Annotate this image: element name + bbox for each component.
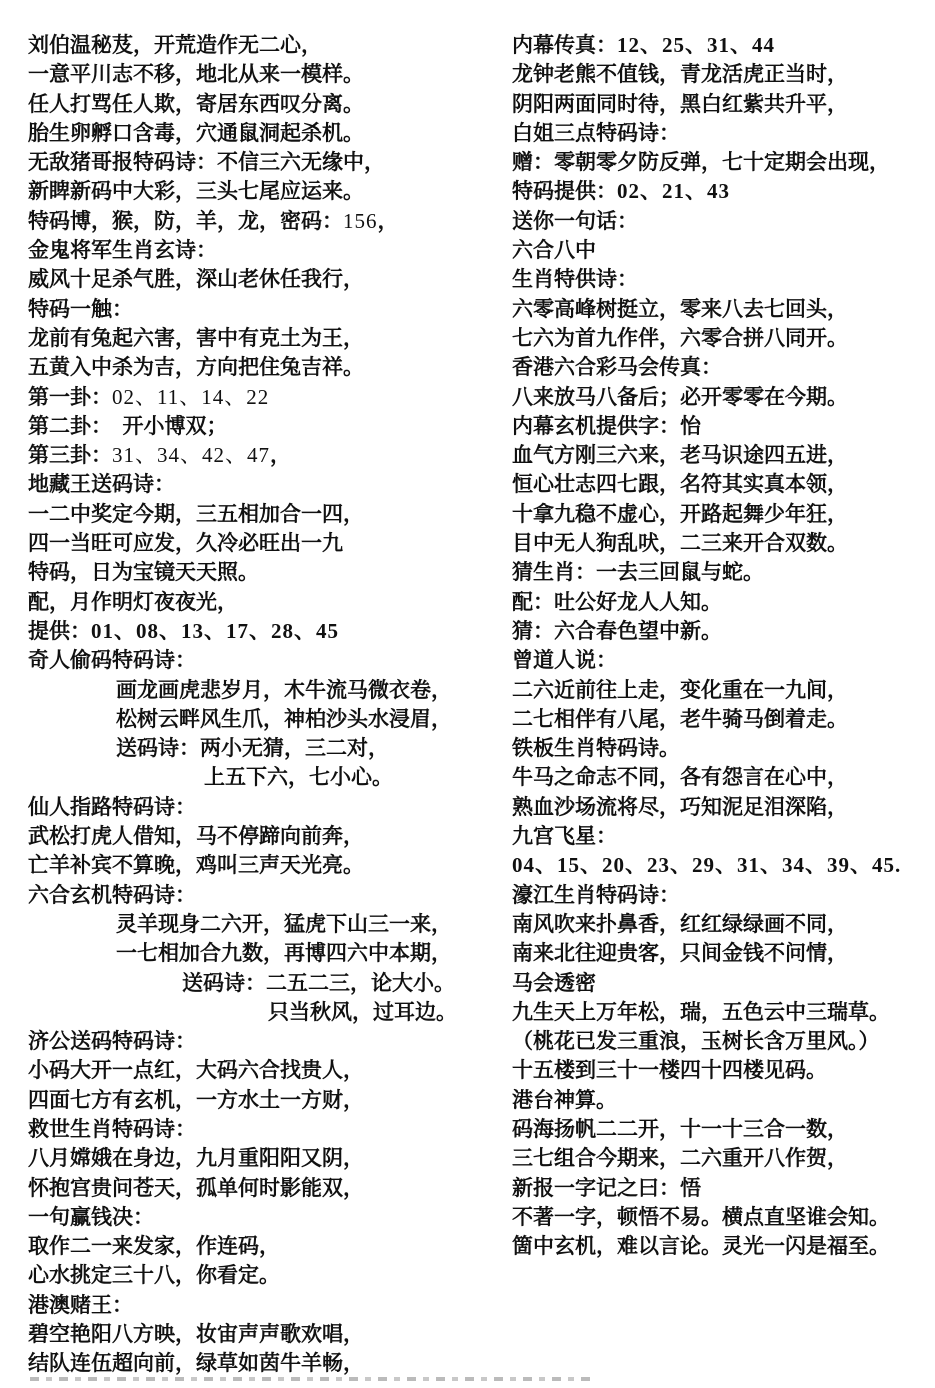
text-line: 任人打骂任人欺，寄居东西叹分离。: [28, 92, 364, 116]
text-line: 地藏王送码诗：: [28, 473, 175, 497]
text-line: 内幕玄机提供字：怡: [512, 414, 701, 438]
text-line: 内幕传真：12、25、31、44: [512, 33, 775, 57]
text-line: 怀抱宫贵问苍天，孤单何时影能双，: [28, 1176, 364, 1200]
number-sequence: 31、34、42、47: [112, 443, 270, 468]
text-line: 生肖特供诗：: [512, 268, 638, 292]
text-line: 港台神算。: [512, 1088, 617, 1112]
text-line: 白姐三点特码诗：: [512, 121, 680, 145]
text-line: 提供：01、08、13、17、28、45: [28, 618, 339, 643]
text-line: 画龙画虎悲岁月，木牛流马微衣卷，: [116, 678, 452, 702]
text-line: 猜：六合春色望中新。: [512, 619, 722, 643]
text-line: 新睥新码中大彩，三头七尾应运来。: [28, 180, 364, 204]
text-line: 四面七方有玄机，一方水土一方财，: [28, 1088, 364, 1112]
text-line: 第二卦： 开小博双；: [28, 414, 228, 438]
text-line: 七六为首九作伴，六零合拼八同开。: [512, 326, 848, 350]
text-line: （桃花已发三重浪，玉树长含万里风。）: [512, 1030, 880, 1054]
text-line: 仙人指路特码诗：: [28, 795, 196, 819]
text-line: 南来北往迎贵客，只间金钱不问情，: [512, 942, 848, 966]
text-line: 码海扬帆二二开，十一十三合一数，: [512, 1117, 848, 1141]
number-sequence: 01、08、13、17、28、45: [91, 618, 339, 643]
text-line: 奇人偷码特码诗：: [28, 649, 196, 673]
text-line: 刘伯温秘芨，开荒造作无二心，: [28, 34, 322, 57]
text-line: 二六近前往上走，变化重在一九间，: [512, 678, 848, 702]
number-sequence: 12、25、31、44: [617, 33, 775, 57]
text-line: 金鬼将军生肖玄诗：: [28, 239, 217, 263]
text-line: 不著一字，顿悟不易。横点直坚谁会知。: [512, 1205, 890, 1229]
text-line: 十五楼到三十一楼四十四楼见码。: [512, 1059, 827, 1083]
text-line: 二七相伴有八尾，老牛骑马倒着走。: [512, 707, 848, 731]
text-line: 五黄入中杀为吉，方向把住兔吉祥。: [28, 356, 364, 380]
text-line: 龙钟老熊不值钱，青龙活虎正当时，: [512, 63, 848, 87]
text-line: 阴阳两面同时待，黑白红紫共升平，: [512, 92, 848, 116]
text-line: 马会透密: [512, 971, 596, 995]
text-line: 龙前有兔起六害，害中有克土为王，: [28, 326, 364, 350]
text-line: 新报一字记之曰：悟: [512, 1176, 701, 1200]
text-line: 一句赢钱决：: [28, 1205, 154, 1229]
number-sequence: 02、21、43: [617, 179, 730, 204]
text-line: 目中无人狗乱吠，二三来开合双数。: [512, 532, 848, 556]
text-line: 亡羊补宾不算晚，鸡叫三声天光亮。: [28, 854, 364, 878]
text-line: 配，月作明灯夜夜光，: [28, 590, 238, 614]
text-line: 恒心壮志四七跟，名符其实真本领，: [512, 473, 848, 497]
text-line: 只当秋风，过耳边。: [268, 1000, 457, 1024]
text-line: 无敌猪哥报特码诗：不信三六无缘中，: [28, 151, 385, 175]
text-line: 配：吐公好龙人人知。: [512, 590, 722, 614]
text-line: 送码诗：两小无猜，三二对，: [116, 737, 389, 761]
clipped-text-line: [30, 1377, 595, 1381]
right-column: [512, 31, 927, 1261]
text-line: 九宫飞星：: [512, 825, 617, 849]
text-line: 灵羊现身二六开，猛虎下山三一来，: [116, 912, 452, 936]
text-line: 取作二一来发家，作连码，: [28, 1235, 280, 1259]
text-line: 结队连伍超向前，绿草如茵牛羊畅，: [28, 1352, 364, 1376]
text-line: 上五下六，七小心。: [204, 766, 393, 790]
text-line: 心水挑定三十八，你看定。: [28, 1264, 280, 1288]
text-line: 六合玄机特码诗：: [28, 883, 196, 907]
text-line: 十拿九稳不虚心，开路起舞少年狂，: [512, 502, 848, 526]
text-line: 四一当旺可应发，久冷必旺出一九: [28, 532, 343, 556]
text-line: [512, 851, 927, 880]
text-line: 济公送码特码诗：: [28, 1030, 196, 1054]
text-line: 救世生肖特码诗：: [28, 1117, 196, 1141]
text-line: 威风十足杀气胜，深山老休任我行，: [28, 268, 364, 292]
left-column: [28, 31, 498, 1379]
text-line: 送你一句话：: [512, 209, 638, 233]
text-line: 熟血沙场流将尽，巧知泥足泪深陷，: [512, 795, 848, 819]
text-line: 武松打虎人借知，马不停蹄向前奔，: [28, 825, 364, 849]
text-line: 赠：零朝零夕防反弹，七十定期会出现，: [512, 151, 890, 175]
number-sequence: 04、15、20、23、29、31、34、39、45.: [512, 853, 902, 878]
text-line: 碧空艳阳八方映，妆宙声声歌欢唱，: [28, 1323, 364, 1347]
text-line: 铁板生肖特码诗。: [512, 737, 680, 761]
text-line: 特码，日为宝镜天天照。: [28, 561, 259, 585]
number-sequence: 02、11、14、22: [112, 384, 270, 409]
text-line: 特码提供：02、21、43: [512, 179, 730, 204]
text-line: 八月嫦娥在身边，九月重阳阳又阴，: [28, 1147, 364, 1171]
text-line: 南风吹来扑鼻香，红红绿绿画不同，: [512, 912, 848, 936]
text-line: 小码大开一点红，大码六合找贵人，: [28, 1059, 364, 1083]
text-line: 六零高峰树挺立，零来八去七回头，: [512, 297, 848, 321]
text-line: 特码一触：: [28, 297, 133, 321]
text-line: 濠江生肖特码诗：: [512, 883, 680, 907]
text-line: 第一卦：02、11、14、22: [28, 384, 270, 409]
text-line: 曾道人说：: [512, 649, 617, 673]
text-line: 三七组合今期来，二六重开八作贺，: [512, 1147, 848, 1171]
text-line: 一意平川志不移，地北从来一模样。: [28, 63, 364, 87]
text-line: 胎生卵孵口含毒，穴通鼠洞起杀机。: [28, 121, 364, 145]
text-line: 血气方刚三六来，老马识途四五进，: [512, 444, 848, 468]
text-line: 一二中奖定今期，三五相加合一四，: [28, 502, 364, 526]
text-line: 香港六合彩马会传真：: [512, 356, 722, 380]
text-line: 牛马之命志不同，各有怨言在心中，: [512, 766, 848, 790]
text-line: 特码博，猴，防，羊，龙，密码：156，: [28, 208, 399, 233]
text-line: 一七相加合九数，再博四六中本期，: [116, 942, 452, 966]
text-line: 猜生肖：一去三回鼠与蛇。: [512, 561, 764, 585]
text-line: 港澳赌王：: [28, 1293, 133, 1317]
number-sequence: 156: [343, 208, 378, 233]
text-line: 六合八中: [512, 239, 596, 263]
text-line: 箇中玄机，难以言论。灵光一闪是福至。: [512, 1235, 890, 1259]
text-line: 送码诗：二五二三，论大小。: [182, 971, 455, 995]
text-line: 松树云畔风生爪，神柏沙头水浸眉，: [116, 707, 452, 731]
text-line: 九生天上万年松，瑞，五色云中三瑞草。: [512, 1000, 890, 1024]
text-line: 第三卦：31、34、42、47，: [28, 443, 291, 468]
text-line: 八来放马八备后；必开零零在今期。: [512, 385, 848, 409]
